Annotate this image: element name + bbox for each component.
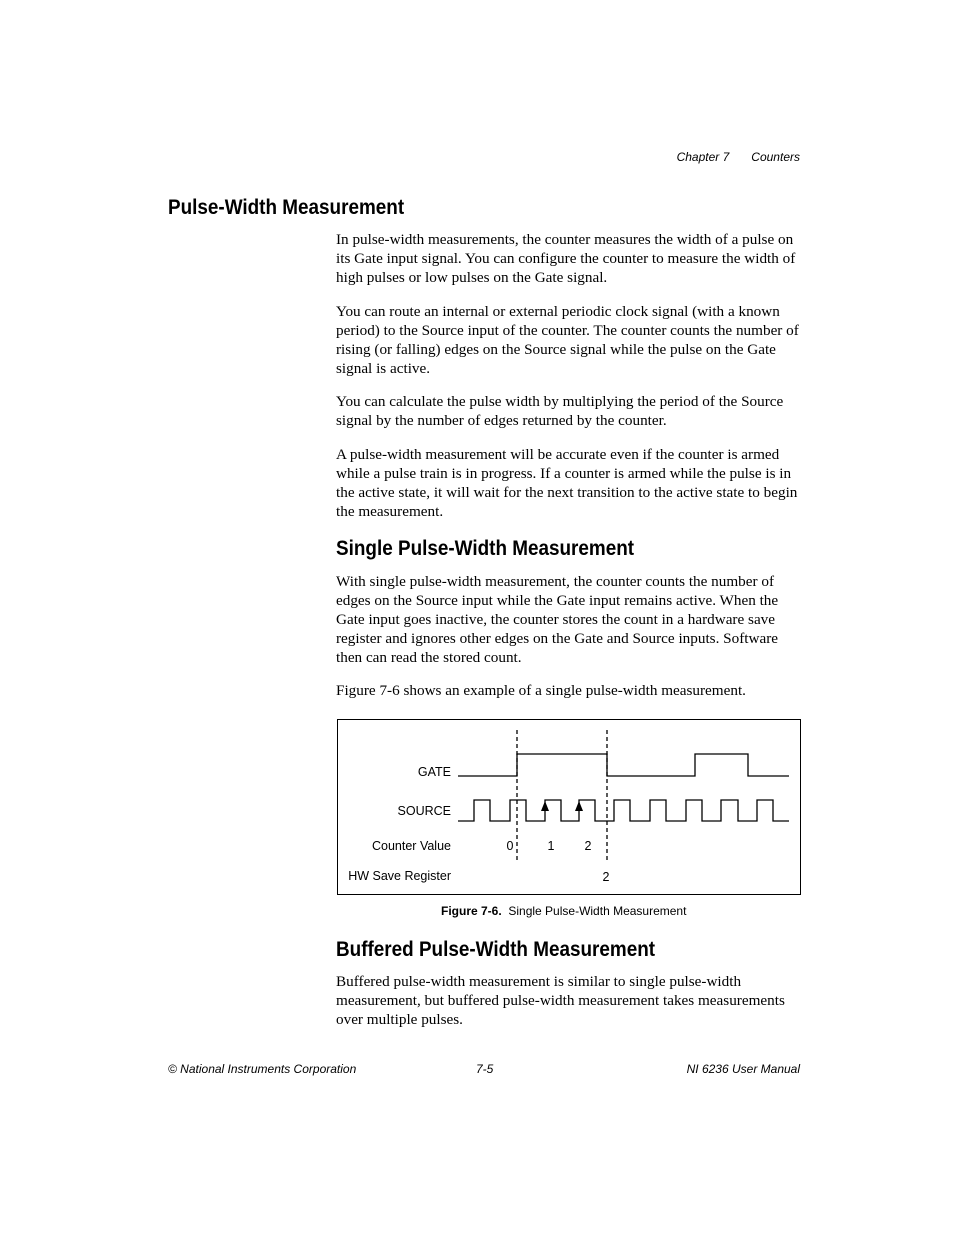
hw-save-value: 2	[602, 870, 610, 884]
counter-value-1: 1	[547, 839, 555, 853]
buffered-paragraph: Buffered pulse-width measurement is similar to single pulse-width measurement, but buffered pulse-width measurement takes measurements over multiple pulses.	[336, 973, 785, 1028]
buffered-section-title: Buffered Pulse-Width Measurement	[336, 938, 656, 961]
single-paragraph-1: With single pulse-width measurement, the counter counts the number of edges on the Source input while the Gate input remains active. When the Gate input goes inactive, the counter stores the count in a hardware save register and ignores other edges on the Gate and Source inputs. Software then can read the stored count.	[336, 573, 779, 666]
source-label: SOURCE	[397, 804, 451, 818]
counter-value-0: 0	[506, 839, 514, 853]
paragraph-4: A pulse-width measurement will be accurate even if the counter is armed while a pulse train is in progress. If a counter is armed while the pulse is in the active state, it will wait for the next transition to the active state to begin the measurement.	[336, 446, 798, 520]
counter-value-2: 2	[584, 839, 592, 853]
figure-caption	[441, 904, 686, 918]
footer-copyright: © National Instruments Corporation	[168, 1062, 357, 1076]
gate-waveform	[458, 754, 789, 776]
timing-diagram-svg	[338, 720, 800, 894]
chapter-label: Chapter 7	[676, 150, 730, 164]
timing-diagram	[337, 719, 801, 895]
footer-page-number: 7-5	[476, 1062, 494, 1076]
chapter-title: Counters	[751, 150, 800, 164]
paragraph-2: You can route an internal or external periodic clock signal (with a known period) to the Source input of the counter. The counter counts the number of rising (or falling) edges on the Source signal while the pulse on the Gate signal is active.	[336, 303, 799, 377]
rising-edge-arrow-2	[575, 801, 583, 811]
figure-title: Single Pulse-Width Measurement	[508, 904, 687, 918]
single-paragraph-2: Figure 7-6 shows an example of a single pulse-width measurement.	[336, 682, 746, 699]
footer-manual-title: NI 6236 User Manual	[686, 1062, 800, 1076]
gate-label: GATE	[417, 765, 451, 779]
counter-value-label: Counter Value	[372, 839, 451, 853]
hw-save-register-label: HW Save Register	[348, 869, 451, 883]
source-waveform	[458, 800, 789, 821]
figure-number: Figure 7-6.	[441, 904, 502, 918]
section-title: Pulse-Width Measurement	[168, 196, 405, 219]
running-header	[655, 150, 800, 164]
paragraph-3: You can calculate the pulse width by multiplying the period of the Source signal by the number of edges returned by the counter.	[336, 393, 784, 429]
rising-edge-arrow-1	[541, 801, 549, 811]
paragraph-1: In pulse-width measurements, the counter measures the width of a pulse on its Gate input signal. You can configure the counter to measure the width of high pulses or low pulses on the Gate signal.	[336, 231, 796, 286]
single-section-title: Single Pulse-Width Measurement	[336, 537, 635, 560]
